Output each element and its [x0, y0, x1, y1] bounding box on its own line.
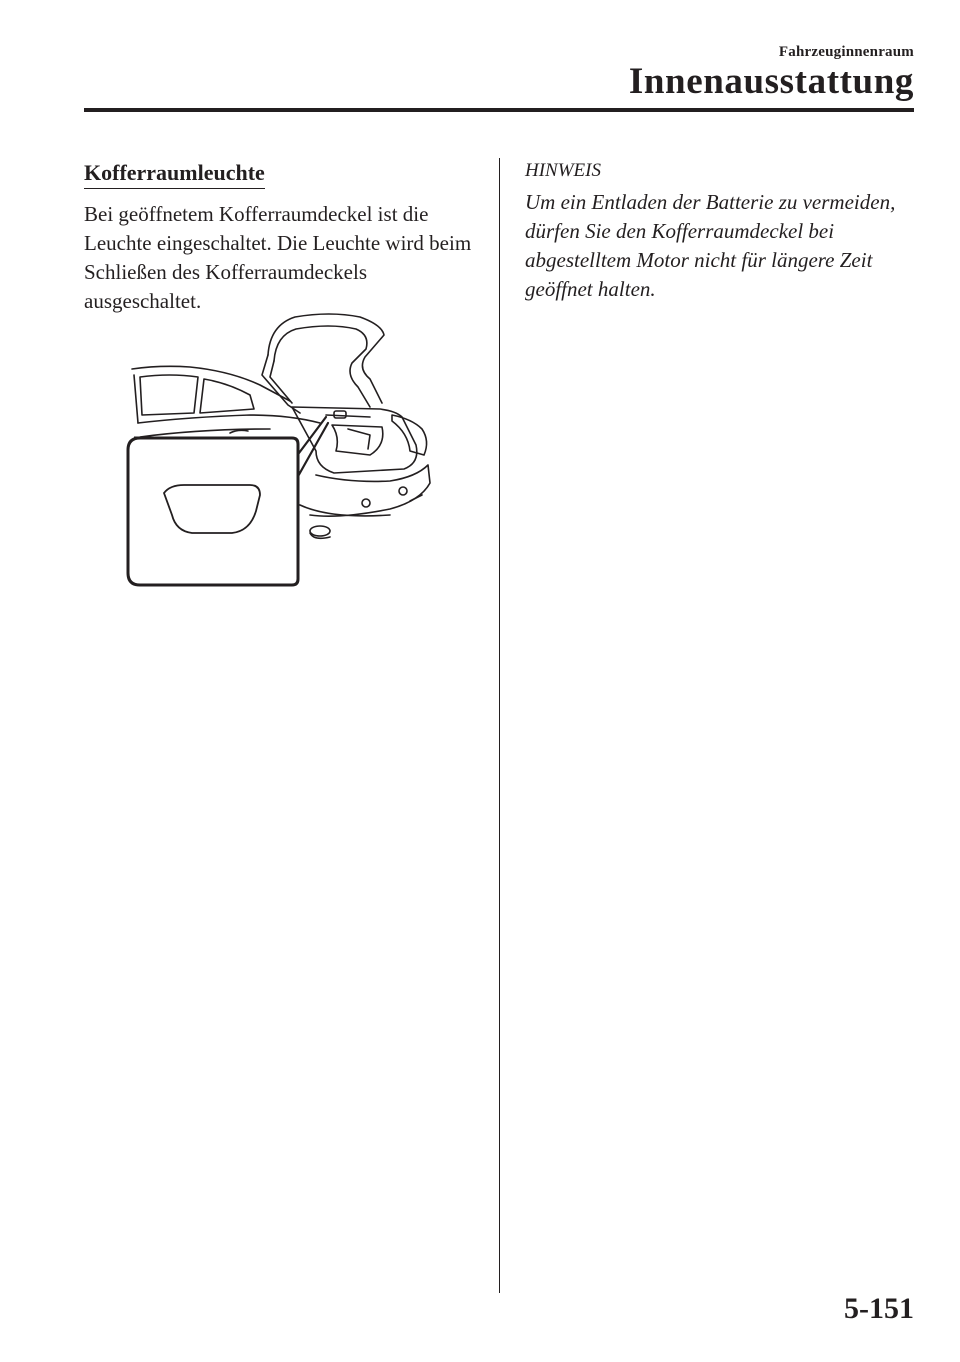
exhaust-pipe [310, 526, 330, 536]
note-label: HINWEIS [525, 160, 601, 181]
column-divider [499, 158, 500, 1293]
note-text: Um ein Entladen der Batterie zu vermeiden, dürfen Sie den Kofferraumdeckel bei abgestelltem Motor nicht für längere Zeit geöffnet halten. [525, 190, 896, 301]
rear-side-window [140, 375, 198, 415]
header-divider [84, 108, 914, 112]
chapter-label: Fahrzeuginnenraum [778, 44, 914, 60]
car-roofline [132, 366, 290, 401]
page-number: 5-151 [844, 1292, 914, 1325]
trunk-lid-outer [268, 314, 384, 403]
trunk-lid-inner [274, 326, 370, 407]
trunk-light-illustration [120, 305, 440, 590]
quarter-window [200, 379, 254, 413]
page-title: Innenausstattung [628, 61, 914, 102]
lamp-detail-callout [128, 438, 298, 585]
section-heading: Kofferraumleuchte [84, 160, 265, 189]
trunk-lamp [334, 411, 346, 418]
section-body-text: Bei geöffnetem Kofferraumdeckel ist die Leuchte eingeschaltet. Die Leuchte wird beim Schließen des Kofferraumdeckels ausgeschaltet. [84, 202, 472, 313]
sensor [362, 499, 370, 507]
tail-light [392, 415, 427, 455]
